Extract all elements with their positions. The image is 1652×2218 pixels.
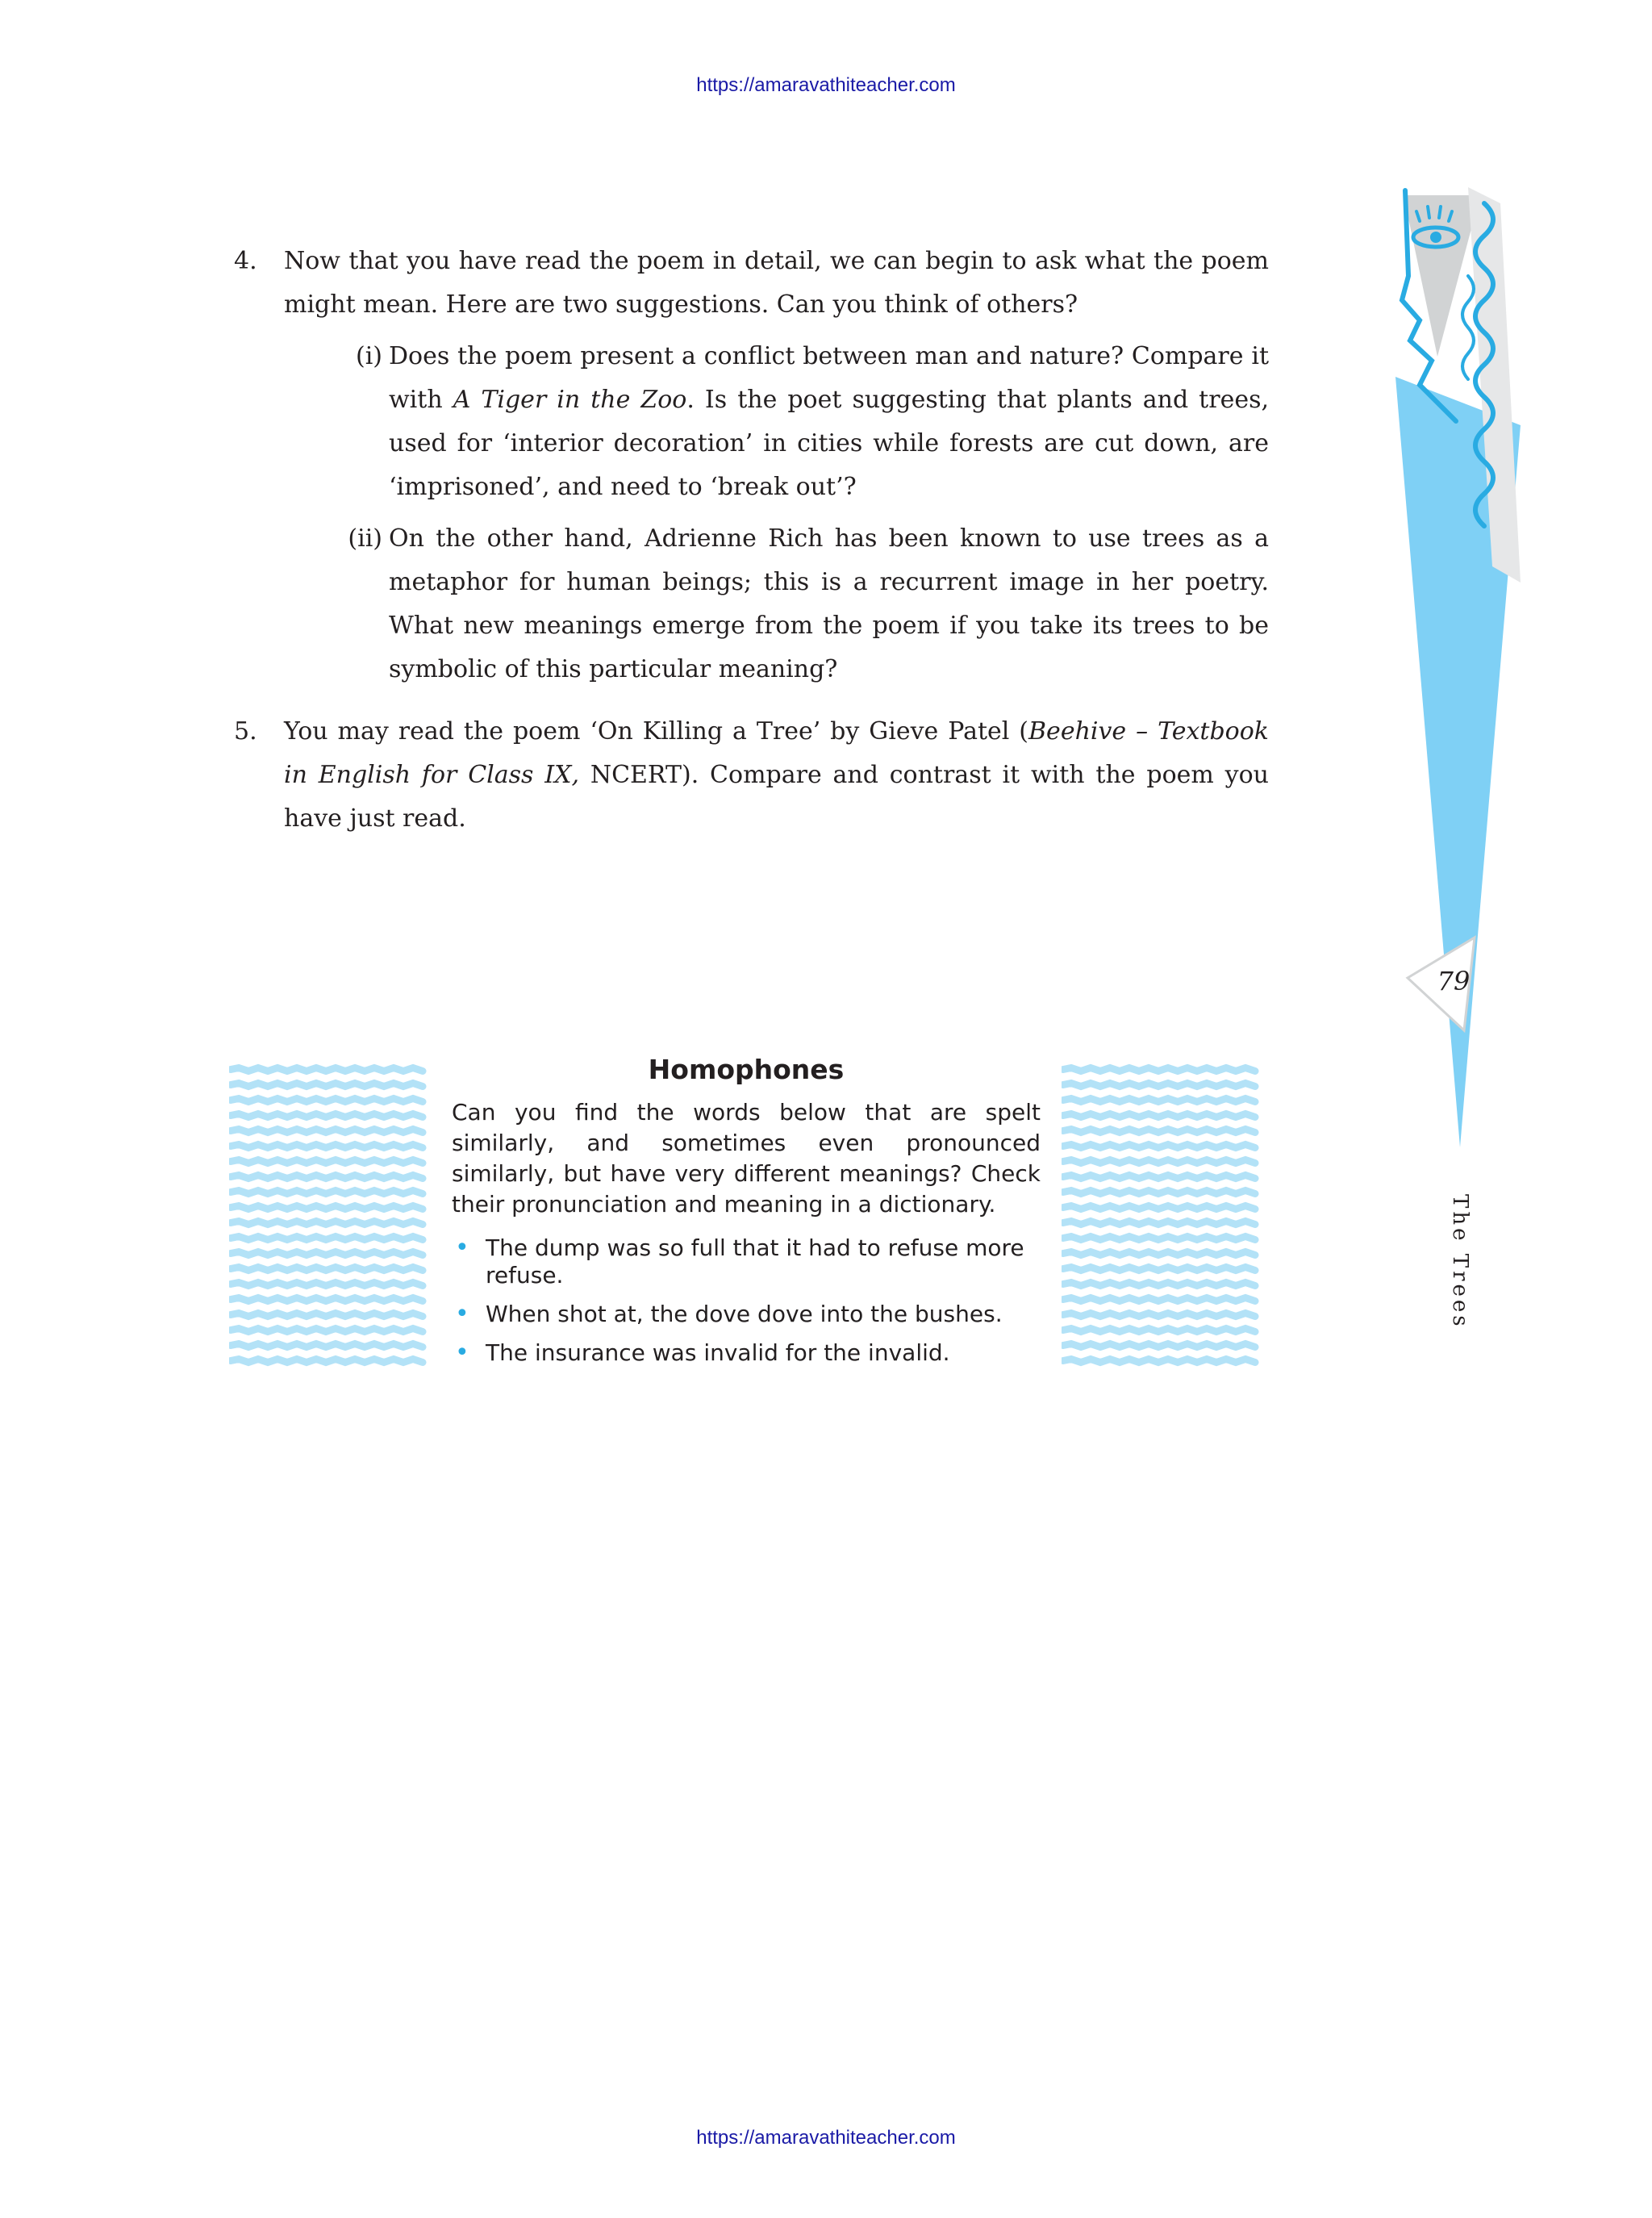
bullet-icon: •: [455, 1234, 469, 1262]
question-number: 5.: [234, 717, 257, 746]
list-item: [452, 1301, 1041, 1328]
list-item: [452, 1234, 1041, 1289]
stripe-line: [1063, 1191, 1255, 1194]
list-item-text: The dump was so full that it had to refuse more refuse.: [486, 1234, 1024, 1289]
stripe-line: [231, 1344, 423, 1347]
homophones-title: Homophones: [648, 1054, 845, 1085]
stripe-line: [1063, 1160, 1255, 1163]
stripe-line: [231, 1191, 423, 1194]
sub-question-label: (i): [355, 342, 382, 370]
stripe-line: [1063, 1252, 1255, 1255]
stripe-line: [1063, 1329, 1255, 1332]
stripe-line: [231, 1283, 423, 1286]
sub-question-ii: [348, 517, 1269, 691]
question-italic-title: Beehive – Textbook in English for Class IX,: [284, 717, 1269, 789]
stripe-line: [231, 1160, 423, 1163]
side-decoration-illustration: [1387, 179, 1549, 1163]
stripe-line: [231, 1252, 423, 1255]
sub-question-text: On the other hand, Adrienne Rich has been known to use trees as a metaphor for human beings; this is a recurrent image in her poetry. What new meanings emerge from the poem if you take its trees to be symbolic of this particular meaning?: [389, 524, 1269, 683]
bullet-icon: •: [455, 1339, 469, 1367]
decorative-stripes-right: [1062, 1062, 1262, 1368]
stripe-line: [231, 1099, 423, 1102]
page-number: 79: [1437, 966, 1471, 996]
list-item-text: The insurance was invalid for the invalid.: [486, 1339, 950, 1366]
stripe-line: [1063, 1283, 1255, 1286]
stripe-line: [1063, 1314, 1255, 1317]
stripe-line: [1063, 1099, 1255, 1102]
stripe-line: [231, 1222, 423, 1225]
stripe-line: [231, 1068, 423, 1071]
stripe-line: [231, 1145, 423, 1148]
stripe-line: [231, 1114, 423, 1117]
sub-question-italic-title: A Tiger in the Zoo: [453, 386, 687, 414]
stripe-line: [1063, 1222, 1255, 1225]
stripe-line: [231, 1237, 423, 1240]
wavy-hair-line-inner: [1462, 276, 1474, 379]
list-item: [452, 1339, 1041, 1367]
decorative-stripes-left: [229, 1062, 429, 1368]
stripe-line: [231, 1176, 423, 1179]
stripe-line: [231, 1360, 423, 1363]
sub-question-text-part-a: Does the poem present a conflict between man and nature? Compare it with: [389, 342, 1269, 414]
homophones-list: [452, 1234, 1041, 1378]
stripe-line: [1063, 1237, 1255, 1240]
header-url-link[interactable]: https://amaravathiteacher.com: [696, 74, 956, 96]
question-text-part-a: You may read the poem ‘On Killing a Tree’ by Gieve Patel (: [284, 717, 1029, 746]
bullet-icon: •: [455, 1300, 469, 1328]
stripe-line: [1063, 1068, 1255, 1071]
sub-question-label: (ii): [348, 524, 382, 553]
footer-url-link[interactable]: https://amaravathiteacher.com: [696, 2127, 956, 2149]
question-5: [234, 710, 1269, 841]
question-4: [234, 240, 1269, 691]
stripe-line: [1063, 1268, 1255, 1271]
sub-question-i: [355, 335, 1270, 509]
question-text-part-b: NCERT). Compare and contrast it with the poem you have just read.: [284, 761, 1269, 833]
sub-question-text-part-b: . Is the poet suggesting that plants and trees, used for ‘interior decoration’ in cities while forests are cut down, are ‘imprisoned’, and need to ‘break out’?: [389, 386, 1270, 501]
stripe-line: [231, 1314, 423, 1317]
stripe-line: [1063, 1344, 1255, 1347]
running-title: The Trees: [1448, 1194, 1472, 1330]
homophones-intro: Can you find the words below that are spelt similarly, and sometimes even pronounced similarly, but have very different meanings? Check their pronunciation and meaning in a dictionary.: [452, 1099, 1041, 1218]
stripe-line: [1063, 1206, 1255, 1209]
stripe-line: [231, 1329, 423, 1332]
stripe-line: [1063, 1145, 1255, 1148]
question-number: 4.: [234, 247, 257, 275]
stripe-line: [1063, 1360, 1255, 1363]
stripe-line: [231, 1268, 423, 1271]
stripe-line: [1063, 1176, 1255, 1179]
stripe-line: [1063, 1130, 1255, 1133]
stripe-line: [1063, 1084, 1255, 1087]
question-text: Now that you have read the poem in detail, we can begin to ask what the poem might mean. Here are two suggestions. Can you think of others?: [284, 247, 1269, 319]
stripe-line: [231, 1206, 423, 1209]
stripe-line: [1063, 1298, 1255, 1301]
list-item-text: When shot at, the dove dove into the bushes.: [486, 1301, 1003, 1327]
stripe-line: [231, 1298, 423, 1301]
stripe-line: [231, 1084, 423, 1087]
stripe-line: [1063, 1114, 1255, 1117]
stripe-line: [231, 1130, 423, 1133]
